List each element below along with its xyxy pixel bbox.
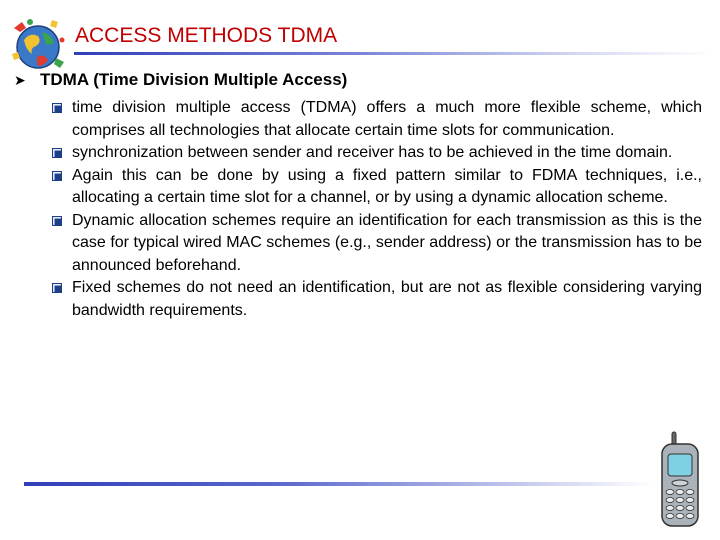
list-item — [52, 210, 702, 278]
arrow-bullet-icon: ➤ — [14, 72, 26, 88]
footer-divider — [24, 482, 654, 486]
list-item — [52, 277, 702, 322]
list-item-text: Again this can be done by using a fixed pattern similar to FDMA techniques, i.e., allocating a certain time slot for a channel, or by using a dynamic allocation scheme. — [72, 166, 702, 206]
checkbox-bullet-icon — [52, 148, 62, 158]
main-heading-text: TDMA (Time Division Multiple Access) — [40, 70, 348, 89]
list-item — [52, 97, 702, 142]
list-item — [52, 165, 702, 210]
list-item-text: Dynamic allocation schemes require an identification for each transmission as this is the case for typical wired MAC schemes (e.g., sender address) or the transmission has to be announced beforehand. — [72, 211, 702, 274]
checkbox-bullet-icon — [52, 283, 62, 293]
checkbox-bullet-icon — [52, 216, 62, 226]
globe-logo-icon — [8, 14, 68, 76]
list-item — [52, 142, 702, 165]
checkbox-bullet-icon — [52, 171, 62, 181]
list-item-text: time division multiple access (TDMA) offers a much more flexible scheme, which comprises all technologies that allocate certain time slots for communication. — [72, 99, 702, 139]
page-title: ACCESS METHODS TDMA — [75, 24, 338, 47]
checkbox-bullet-icon — [52, 103, 62, 113]
list-item-text: Fixed schemes do not need an identification, but are not as flexible considering varying bandwidth requirements. — [72, 279, 702, 319]
main-heading — [14, 70, 347, 90]
title-divider — [74, 52, 714, 55]
mobile-phone-icon — [656, 430, 704, 530]
bullet-list — [52, 97, 702, 322]
list-item-text: synchronization between sender and receiver has to be achieved in the time domain. — [72, 144, 673, 161]
